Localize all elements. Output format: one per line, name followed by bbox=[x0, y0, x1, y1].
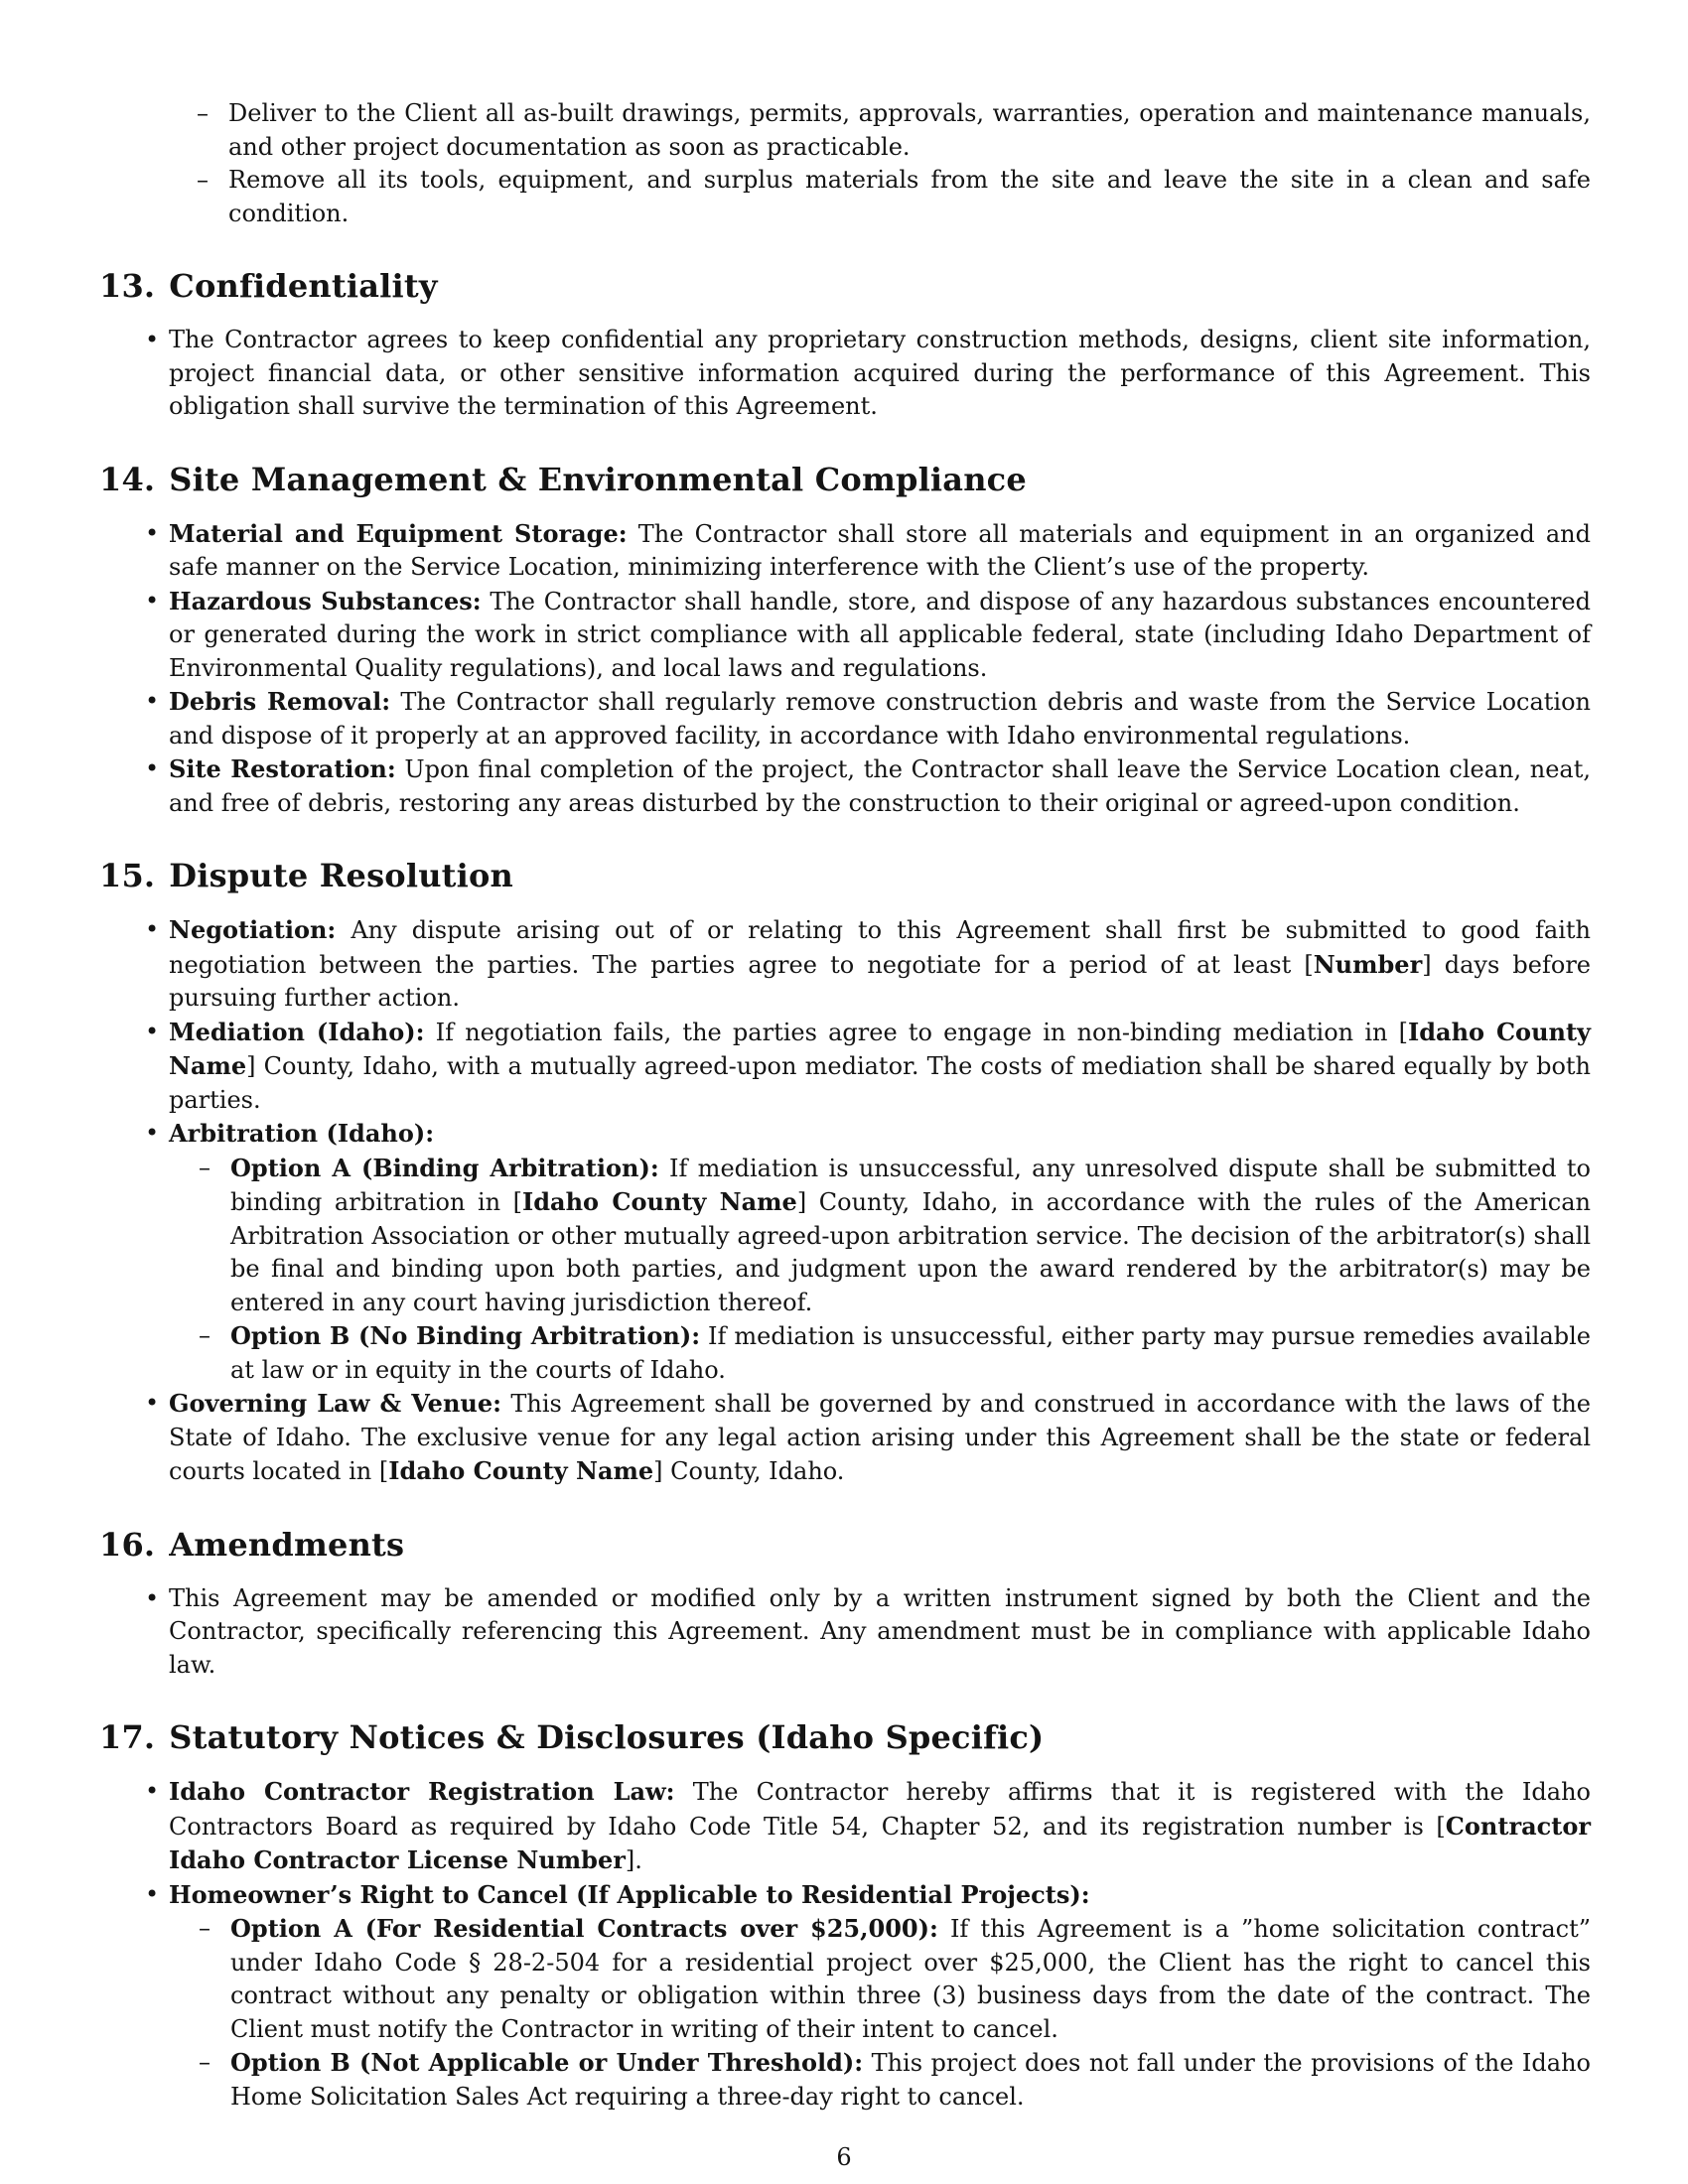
list-item-arbitration bbox=[99, 1117, 1591, 1387]
item-label: Option B (Not Applicable or Under Threshold): bbox=[230, 2048, 864, 2077]
item-label: Idaho Contractor Registration Law: bbox=[169, 1777, 675, 1806]
list-item bbox=[99, 585, 1591, 686]
item-text: Upon final completion of the project, the Contractor shall leave the Service Location clean, neat, and free of debris, restoring any areas disturbed by the construction to their original or agreed-upon condition. bbox=[169, 755, 1591, 817]
section-number: 17. bbox=[99, 1718, 156, 1756]
item-text: If mediation is unsuccessful, any unresolved dispute shall be submitted to binding arbitration in [ bbox=[230, 1154, 1591, 1216]
item-text: The Contractor agrees to keep confidential any proprietary construction methods, designs, client site information, project financial data, or other sensitive information acquired during the performance of this Agreement. This obligation shall survive the termination of this Agreement. bbox=[169, 326, 1591, 420]
section-number: 14. bbox=[99, 460, 156, 498]
list-item-governing-law bbox=[99, 1387, 1591, 1489]
item-text: This Agreement shall be governed by and construed in accordance with the laws of the State of Idaho. The exclusive venue for any legal action arising under this Agreement shall be the state or federal courts located in [ bbox=[169, 1390, 1591, 1485]
item-text: Deliver to the Client all as-built drawings, permits, approvals, warranties, operation and maintenance manuals, and other project documentation as soon as practicable. bbox=[228, 99, 1591, 161]
item-text: ] County, Idaho, with a mutually agreed-upon mediator. The costs of mediation shall be shared equally by both parties. bbox=[169, 1052, 1591, 1114]
item-text: ] County, Idaho, in accordance with the rules of the American Arbitration Association or other mutually agreed-upon arbitration service. The decision of the arbitrator(s) shall be final and binding upon both parties, and judgment upon the award rendered by the arbitrator(s) may be entered in any court having jurisdiction thereof. bbox=[230, 1188, 1592, 1316]
section-list bbox=[99, 324, 1591, 424]
sub-item-option-a bbox=[169, 1912, 1591, 2046]
section-title: Confidentiality bbox=[169, 267, 438, 305]
item-text: ] County, Idaho. bbox=[653, 1457, 845, 1485]
page-number: 6 bbox=[836, 2143, 852, 2171]
section-list bbox=[99, 913, 1591, 1489]
section-list bbox=[99, 1582, 1591, 1683]
item-text: The Contractor shall regularly remove construction debris and waste from the Service Location and dispose of it properly at an approved facility, in accordance with Idaho environmental regulations. bbox=[169, 688, 1591, 750]
section-title: Site Management & Environmental Compliance bbox=[169, 460, 1027, 498]
item-text: ]. bbox=[625, 1846, 642, 1874]
item-text: Remove all its tools, equipment, and surplus materials from the site and leave the site in a clean and safe condition. bbox=[228, 166, 1591, 227]
list-item-mediation bbox=[99, 1016, 1591, 1118]
placeholder-county: Idaho County Name bbox=[522, 1187, 797, 1216]
list-item-negotiation bbox=[99, 913, 1591, 1016]
section-heading bbox=[99, 266, 1591, 306]
item-label: Option B (No Binding Arbitration): bbox=[230, 1321, 701, 1350]
item-text: The Contractor hereby affirms that it is registered with the Idaho Contractors Board as required by Idaho Code Title 54, Chapter 52, and its registration number is [ bbox=[169, 1778, 1591, 1841]
list-item bbox=[99, 164, 1591, 230]
item-text: This project does not fall under the provisions of the Idaho Home Solicitation Sales Act requiring a three-day right to cancel. bbox=[230, 2049, 1591, 2111]
section-list bbox=[99, 1775, 1591, 2114]
item-label: Option A (For Residential Contracts over $25,000): bbox=[230, 1914, 938, 1943]
list-item bbox=[99, 97, 1591, 164]
item-label: Site Restoration: bbox=[169, 754, 396, 783]
list-item bbox=[99, 752, 1591, 820]
item-text: The Contractor shall handle, store, and dispose of any hazardous substances encountered or generated during the work in strict compliance with all applicable federal, state (including Idaho Department of Environmental Quality regulations), and local laws and regulations. bbox=[169, 587, 1591, 682]
item-text: The Contractor shall store all materials and equipment in an organized and safe manner on the Service Location, minimizing interference with the Client’s use of the property. bbox=[169, 519, 1591, 581]
section-confidentiality bbox=[99, 266, 1591, 424]
item-text: If negotiation fails, the parties agree to engage in non-binding mediation in [ bbox=[424, 1018, 1409, 1046]
item-label: Debris Removal: bbox=[169, 687, 391, 716]
sub-item-option-a bbox=[169, 1152, 1591, 1320]
list-item bbox=[99, 324, 1591, 424]
placeholder-county: Idaho County Name bbox=[169, 1017, 1591, 1080]
item-text: This Agreement may be amended or modified only by a written instrument signed by both the Client and the Contractor, specifically referencing this Agreement. Any amendment must be in compliance with applicable Idaho law. bbox=[169, 1583, 1591, 1679]
section-number: 15. bbox=[99, 857, 156, 894]
placeholder-county: Idaho County Name bbox=[388, 1456, 654, 1485]
section-title: Statutory Notices & Disclosures (Idaho Specific) bbox=[169, 1718, 1045, 1756]
section-title: Dispute Resolution bbox=[169, 857, 514, 894]
section-12-continued-list bbox=[99, 97, 1591, 230]
section-heading bbox=[99, 460, 1591, 499]
list-item-registration bbox=[99, 1775, 1591, 1878]
list-item bbox=[99, 517, 1591, 585]
section-heading bbox=[99, 1525, 1591, 1565]
section-number: 16. bbox=[99, 1525, 156, 1564]
item-label: Governing Law & Venue: bbox=[169, 1389, 501, 1418]
sub-item-option-b bbox=[169, 2046, 1591, 2114]
section-heading bbox=[99, 856, 1591, 895]
list-item-right-to-cancel bbox=[99, 1878, 1591, 2115]
item-label: Hazardous Substances: bbox=[169, 586, 482, 615]
document-page bbox=[99, 97, 1591, 2162]
item-text: If mediation is unsuccessful, either party may pursue remedies available at law or in equity in the courts of Idaho. bbox=[230, 1322, 1592, 1384]
section-title: Amendments bbox=[169, 1525, 405, 1564]
sub-item-option-b bbox=[169, 1319, 1591, 1387]
item-label: Homeowner’s Right to Cancel (If Applicable to Residential Projects): bbox=[169, 1879, 1090, 1909]
section-heading bbox=[99, 1717, 1591, 1757]
sub-list bbox=[169, 1912, 1591, 2114]
section-dispute-resolution bbox=[99, 856, 1591, 1489]
item-label: Material and Equipment Storage: bbox=[169, 518, 628, 548]
section-statutory-notices bbox=[99, 1717, 1591, 2114]
item-text: If this Agreement is a ”home solicitation contract” under Idaho Code § 28-2-504 for a residential project over $25,000, the Client has the right to cancel this contract without any penalty or obligation within three (3) business days from the date of the contract. The Client must notify the Contractor in writing of their intent to cancel. bbox=[230, 1915, 1592, 2043]
list-item bbox=[99, 685, 1591, 752]
item-label: Option A (Binding Arbitration): bbox=[230, 1153, 659, 1182]
section-list bbox=[99, 517, 1591, 821]
item-label: Mediation (Idaho): bbox=[169, 1017, 425, 1046]
section-site-management bbox=[99, 460, 1591, 821]
item-label: Negotiation: bbox=[169, 915, 337, 944]
placeholder-number: Number bbox=[1313, 949, 1423, 979]
section-number: 13. bbox=[99, 267, 156, 305]
item-text: ] days before pursuing further action. bbox=[169, 950, 1591, 1012]
section-amendments bbox=[99, 1525, 1591, 1683]
list-item bbox=[99, 1582, 1591, 1683]
item-label: Arbitration (Idaho): bbox=[169, 1119, 435, 1148]
item-text: Any dispute arising out of or relating to this Agreement shall first be submitted to good faith negotiation between the parties. The parties agree to negotiate for a period of at least [ bbox=[169, 916, 1591, 979]
placeholder-license-number: Contractor Idaho Contractor License Number bbox=[169, 1811, 1591, 1874]
sub-list bbox=[169, 1152, 1591, 1388]
